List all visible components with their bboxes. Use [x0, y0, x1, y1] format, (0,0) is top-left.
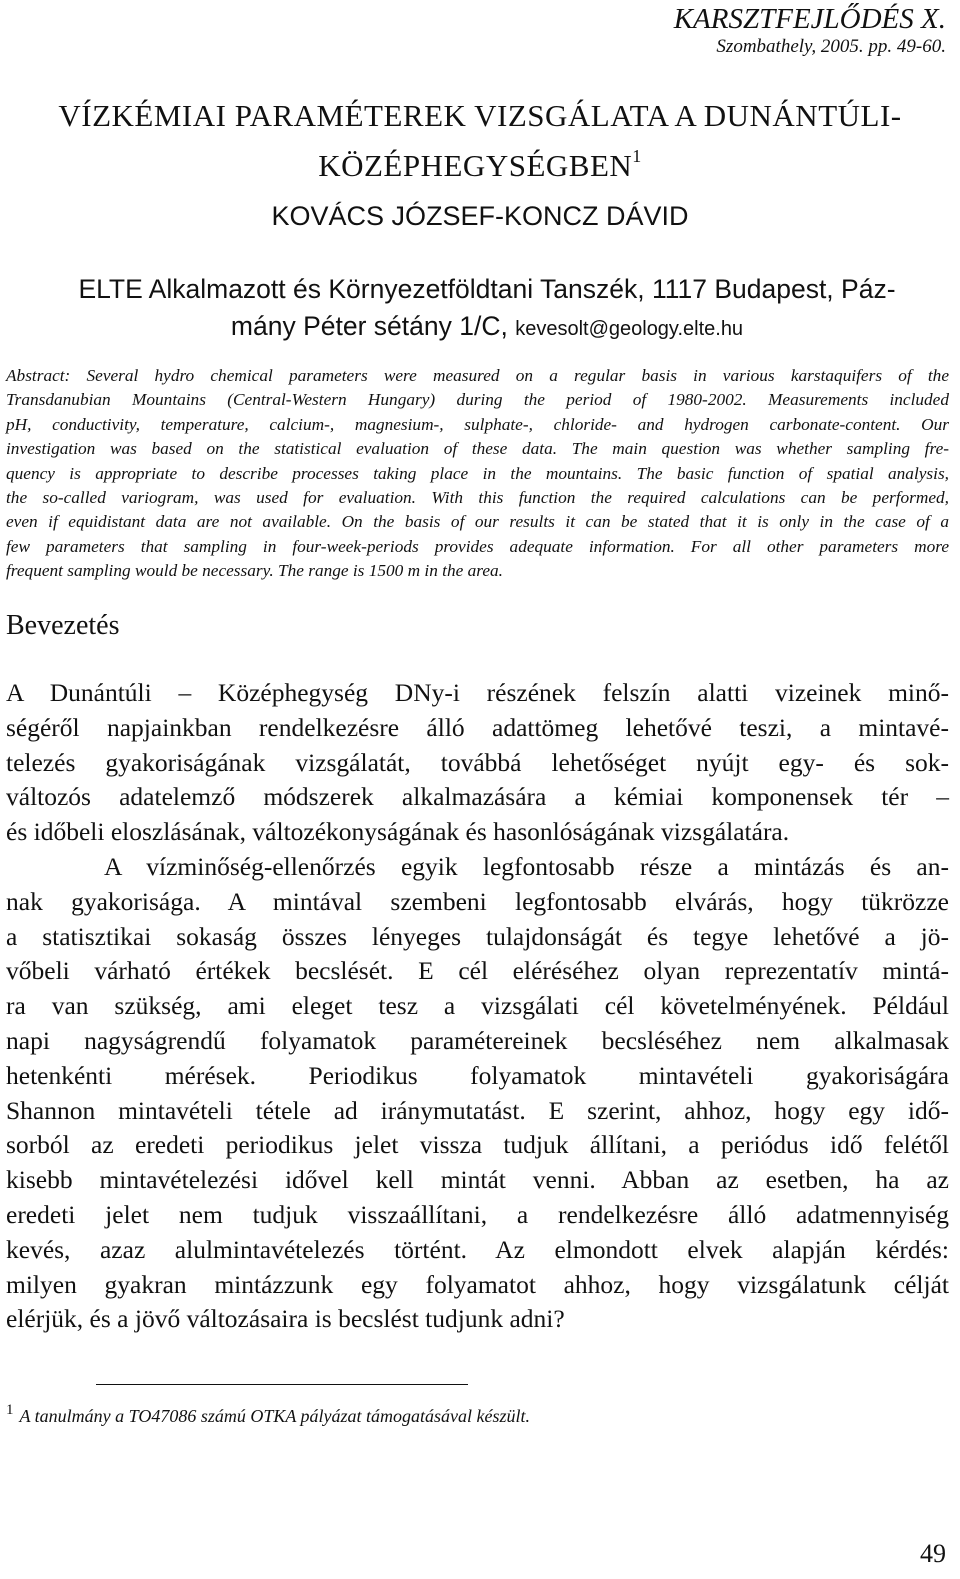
abstract	[6, 364, 949, 584]
body-line: kevés, azaz alulmintavételezés történt. Az elmondott elvek alapján kérdés:	[6, 1234, 949, 1264]
body-line: telezés gyakoriságának vizsgálatát, továbbá lehetőséget nyújt egy- és sok-	[6, 747, 949, 777]
section-heading: Bevezetés	[6, 610, 120, 641]
abstract-line: investigation was based on the statistical evaluation of these data. The main question was whether sampling fre-	[6, 439, 949, 459]
email-user: kevesolt@geology.elte.	[515, 318, 721, 340]
body-line: A Dunántúli – Középhegység DNy-i részének felszín alatti vizeinek minő-	[6, 678, 949, 707]
section-body	[6, 676, 949, 1337]
body-line: nak gyakorisága. A mintával szembeni legfontosabb elvárás, hogy tükrözze	[6, 886, 949, 916]
paper-title-line-2	[0, 136, 960, 186]
footnote	[6, 1398, 530, 1428]
body-line: ra van szükség, ami eleget tesz a vizsgálati cél követelményének. Például	[6, 991, 949, 1021]
body-line: és időbeli eloszlásának, változékonyságának és hasonlóságának vizsgálatára.	[6, 817, 790, 847]
authors: KOVÁCS JÓZSEF-KONCZ DÁVID	[271, 201, 689, 231]
body-line: ségéről napjainkban rendelkezésre álló adattömeg lehetővé teszi, a mintavé-	[6, 712, 949, 742]
body-line: milyen gyakran mintázzunk egy folyamatot ahhoz, hogy vizsgálatunk célját	[6, 1269, 949, 1299]
affiliation	[44, 271, 930, 348]
footnote-mark: 1	[6, 1402, 14, 1418]
abstract-line: Transdanubian Mountains (Central-Western Hungary) during the period of 1980-2002. Measurements included	[6, 390, 949, 410]
abstract-line: the so-called variogram, was used for evaluation. With this function the required calculations can be performed,	[6, 488, 949, 508]
abstract-line: few parameters that sampling in four-week-periods provides adequate information. For all other parameters more	[6, 536, 949, 556]
abstract-line: pH, conductivity, temperature, calcium-, magnesium-, sulphate-, chloride- and hydrogen carbonate-content. Our	[6, 414, 949, 434]
body-line: eredeti jelet nem tudjuk visszaállítani, a rendelkezésre álló adatmennyiség	[6, 1199, 949, 1229]
body-line: A vízminőség-ellenőrzés egyik legfontosabb része a mintázás és an-	[104, 851, 949, 881]
abstract-line: frequent sampling would be necessary. The range is 1500 m in the area.	[6, 561, 503, 581]
abstract-line: Abstract: Several hydro chemical parameters were measured on a regular basis in various karstaquifers of the	[6, 366, 949, 385]
page-number: 49	[920, 1539, 946, 1568]
body-line: napi nagyságrendű folyamatok paramétereinek becsléséhez nem alkalmasak	[6, 1025, 949, 1055]
footnote-divider	[96, 1384, 468, 1385]
body-line: kisebb mintavételezési idővel kell mintát venni. Abban az esetben, ha az	[6, 1165, 949, 1195]
body-line: változós adatelemző módszerek alkalmazására a kémiai komponensek tér –	[6, 782, 949, 812]
email-tld: hu	[720, 318, 744, 340]
body-line: vőbeli várható értékek becslését. E cél eléréséhez olyan reprezentatív mintá-	[6, 956, 949, 986]
paper-title-line-2-text: KÖZÉPHEGYSÉGBEN	[318, 148, 633, 183]
paper-title	[0, 96, 960, 186]
journal-citation: Szombathely, 2005. pp. 49-60.	[716, 36, 946, 57]
body-line: elérjük, és a jövő változásaira is becslést tudjunk adni?	[6, 1304, 565, 1334]
paper-title-line-1: VÍZKÉMIAI PARAMÉTEREK VIZSGÁLATA A DUNÁNTÚLI-	[58, 98, 902, 133]
affiliation-line-2-text: mány Péter sétány 1/C,	[230, 311, 516, 341]
affiliation-line-2	[44, 308, 930, 348]
journal-title: KARSZTFEJLŐDÉS X.	[673, 3, 946, 35]
body-line: sorból az eredeti periodikus jelet vissza tudjuk állítani, a periódus idő felétől	[6, 1130, 949, 1160]
abstract-line: even if equidistant data are not available. On the basis of our results it can be stated that it is only in the case of a	[6, 512, 949, 532]
body-line: hetenkénti mérések. Periodikus folyamatok mintavételi gyakoriságára	[6, 1060, 949, 1090]
body-line: a statisztikai sokaság összes lényeges tulajdonságát és tegye lehetővé a jö-	[6, 921, 949, 951]
journal-header	[674, 2, 946, 58]
footnote-text: A tanulmány a TO47086 számú OTKA pályázat támogatásával készült.	[19, 1406, 531, 1426]
body-line: Shannon mintavételi tétele ad iránymutatást. E szerint, ahhoz, hogy egy idő-	[6, 1095, 949, 1125]
title-footnote-mark: 1	[632, 146, 642, 166]
abstract-line: quency is appropriate to describe processes taking place in the mountains. The basic function of spatial analysis,	[6, 463, 949, 483]
affiliation-line-1: ELTE Alkalmazott és Környezetföldtani Tanszék, 1117 Budapest, Páz-	[78, 274, 896, 304]
